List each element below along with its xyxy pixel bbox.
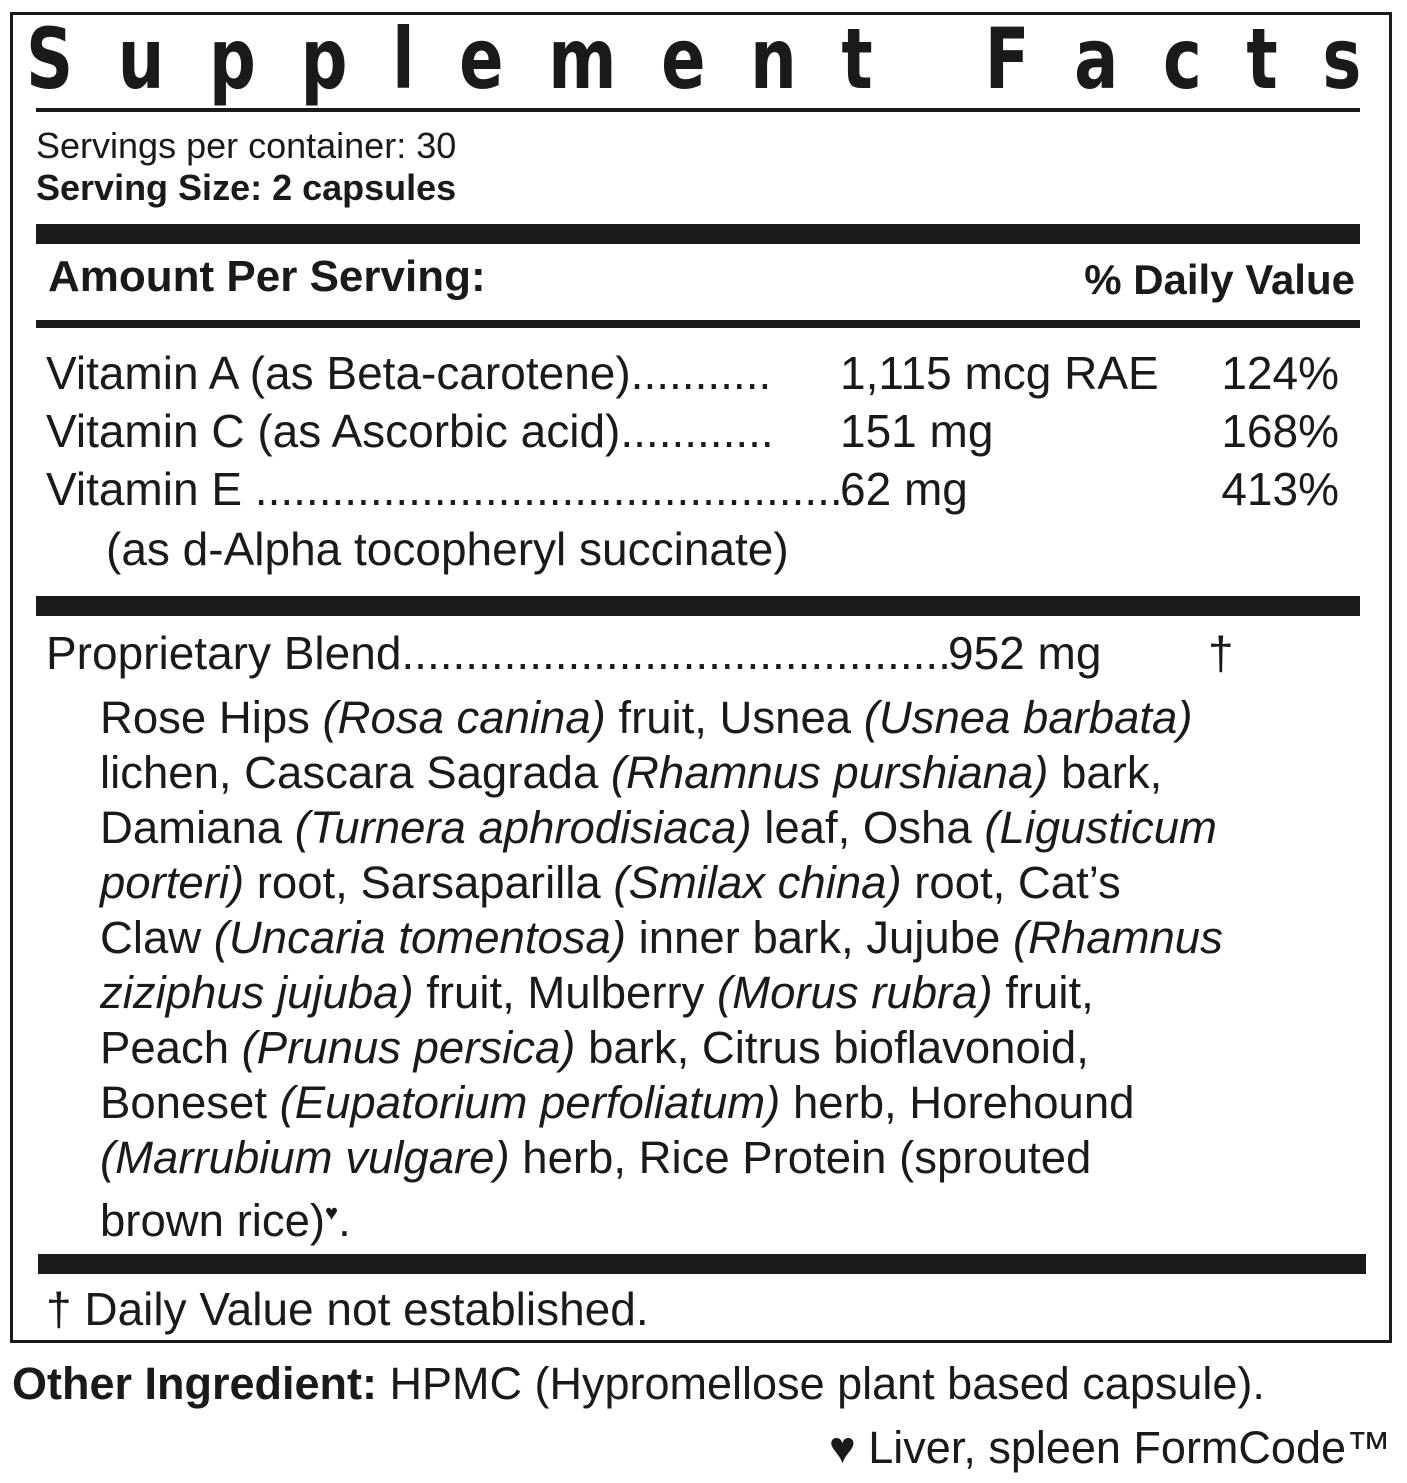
ingredient-text: inner bark, Jujube: [625, 912, 1013, 963]
ingredient-text: fruit, Mulberry: [413, 967, 718, 1018]
nutrient-name-vitamin-c: Vitamin C (as Ascorbic acid)............: [46, 405, 774, 457]
ingredient-text: Damiana: [100, 802, 295, 853]
heart-icon: ♥: [325, 1200, 339, 1225]
nutrient-dv-vitamin-a: 124%: [1221, 347, 1339, 399]
blend-amount: 952 mg: [948, 627, 1102, 679]
ingredient-text: lichen, Cascara Sagrada: [100, 747, 611, 798]
botanical-name: (Turnera aphrodisiaca): [294, 802, 752, 853]
title-letter: S: [26, 10, 74, 108]
botanical-name: porteri): [100, 857, 245, 908]
panel-title: [26, 10, 1362, 108]
blend-dv-dagger: †: [1208, 627, 1234, 679]
title-letter: e: [459, 10, 504, 108]
blend-line: [100, 965, 1370, 1020]
ingredient-text: herb, Rice Protein (sprouted: [509, 1132, 1092, 1183]
other-ingredient-label: Other Ingredient:: [12, 1358, 378, 1409]
botanical-name: (Usnea barbata): [863, 692, 1193, 743]
blend-line: [100, 1185, 1370, 1248]
blend-line: [100, 1075, 1370, 1130]
amount-per-serving-header: Amount Per Serving:: [48, 252, 486, 301]
title-letter: l: [392, 10, 415, 108]
ingredient-text: bark, Citrus bioflavonoid,: [575, 1022, 1089, 1073]
ingredient-text: brown rice): [100, 1195, 326, 1247]
blend-line: [100, 745, 1370, 800]
ingredient-text: leaf, Osha: [751, 802, 985, 853]
blend-end: .: [338, 1195, 351, 1247]
daily-value-header: % Daily Value: [1084, 256, 1355, 303]
botanical-name: (Eupatorium perfoliatum): [279, 1077, 781, 1128]
ingredient-text: root, Cat’s: [901, 857, 1121, 908]
title-letter: m: [548, 10, 617, 108]
botanical-name: (Smilax china): [613, 857, 902, 908]
blend-line: [100, 800, 1370, 855]
nutrient-name-vitamin-e: Vitamin E ...............................................: [46, 463, 856, 515]
formcode-note: ♥ Liver, spleen FormCode™: [829, 1422, 1391, 1473]
ingredient-text: fruit,: [992, 967, 1094, 1018]
botanical-name: (Marrubium vulgare): [100, 1132, 510, 1183]
ingredient-text: root, Sarsaparilla: [244, 857, 614, 908]
ingredient-text: Boneset: [100, 1077, 280, 1128]
blend-line: [100, 690, 1370, 745]
blend-line: [100, 1020, 1370, 1075]
nutrient-dv-vitamin-c: 168%: [1221, 405, 1339, 457]
other-ingredient-value: HPMC (Hypromellose plant based capsule).: [377, 1358, 1265, 1409]
servings-per-container: Servings per container: 30: [36, 125, 457, 166]
nutrient-dv-vitamin-e: 413%: [1221, 463, 1339, 515]
thick-rule-2: [36, 596, 1360, 616]
blend-name: Proprietary Blend...........................................: [46, 627, 951, 679]
ingredient-text: Rose Hips: [100, 692, 323, 743]
title-letter: p: [209, 10, 256, 108]
ingredient-text: fruit, Usnea: [605, 692, 864, 743]
title-letter: t: [841, 10, 873, 108]
botanical-name: (Rhamnus purshiana): [610, 747, 1049, 798]
botanical-name: ziziphus jujuba): [100, 967, 414, 1018]
ingredient-text: Peach: [100, 1022, 242, 1073]
botanical-name: (Morus rubra): [717, 967, 993, 1018]
title-letter: u: [117, 10, 165, 108]
title-letter: [917, 14, 940, 104]
header-rule: [36, 320, 1360, 328]
title-letter: a: [1074, 10, 1119, 108]
thick-rule-3: [38, 1254, 1366, 1274]
title-letter: s: [1322, 10, 1362, 108]
nutrient-amount-vitamin-e: 62 mg: [840, 463, 968, 515]
thick-rule-1: [36, 224, 1360, 244]
blend-line: [100, 1130, 1370, 1185]
botanical-name: (Uncaria tomentosa): [213, 912, 626, 963]
footnote: † Daily Value not established.: [46, 1283, 649, 1335]
other-ingredient: [12, 1358, 1265, 1410]
blend-line: [100, 855, 1370, 910]
ingredient-text: herb, Horehound: [780, 1077, 1135, 1128]
nutrient-name-vitamin-a: Vitamin A (as Beta-carotene)...........: [46, 347, 772, 399]
nutrient-amount-vitamin-a: 1,115 mcg RAE: [840, 347, 1159, 399]
ingredient-text: bark,: [1048, 747, 1163, 798]
botanical-name: (Rosa canina): [322, 692, 606, 743]
botanical-name: (Rhamnus: [1012, 912, 1223, 963]
ingredient-text: Claw: [100, 912, 214, 963]
botanical-name: (Ligusticum: [984, 802, 1217, 853]
botanical-name: (Prunus persica): [241, 1022, 576, 1073]
title-letter: e: [661, 10, 706, 108]
serving-size: Serving Size: 2 capsules: [36, 167, 457, 208]
blend-line: [100, 910, 1370, 965]
nutrient-amount-vitamin-c: 151 mg: [840, 405, 994, 457]
title-rule: [36, 108, 1360, 112]
title-letter: t: [1246, 10, 1278, 108]
blend-ingredients: [100, 690, 1370, 1248]
title-letter: p: [300, 10, 348, 108]
title-letter: F: [984, 10, 1030, 108]
vitamin-e-source: (as d-Alpha tocopheryl succinate): [106, 523, 789, 575]
title-letter: n: [750, 10, 797, 108]
title-letter: c: [1162, 10, 1202, 108]
